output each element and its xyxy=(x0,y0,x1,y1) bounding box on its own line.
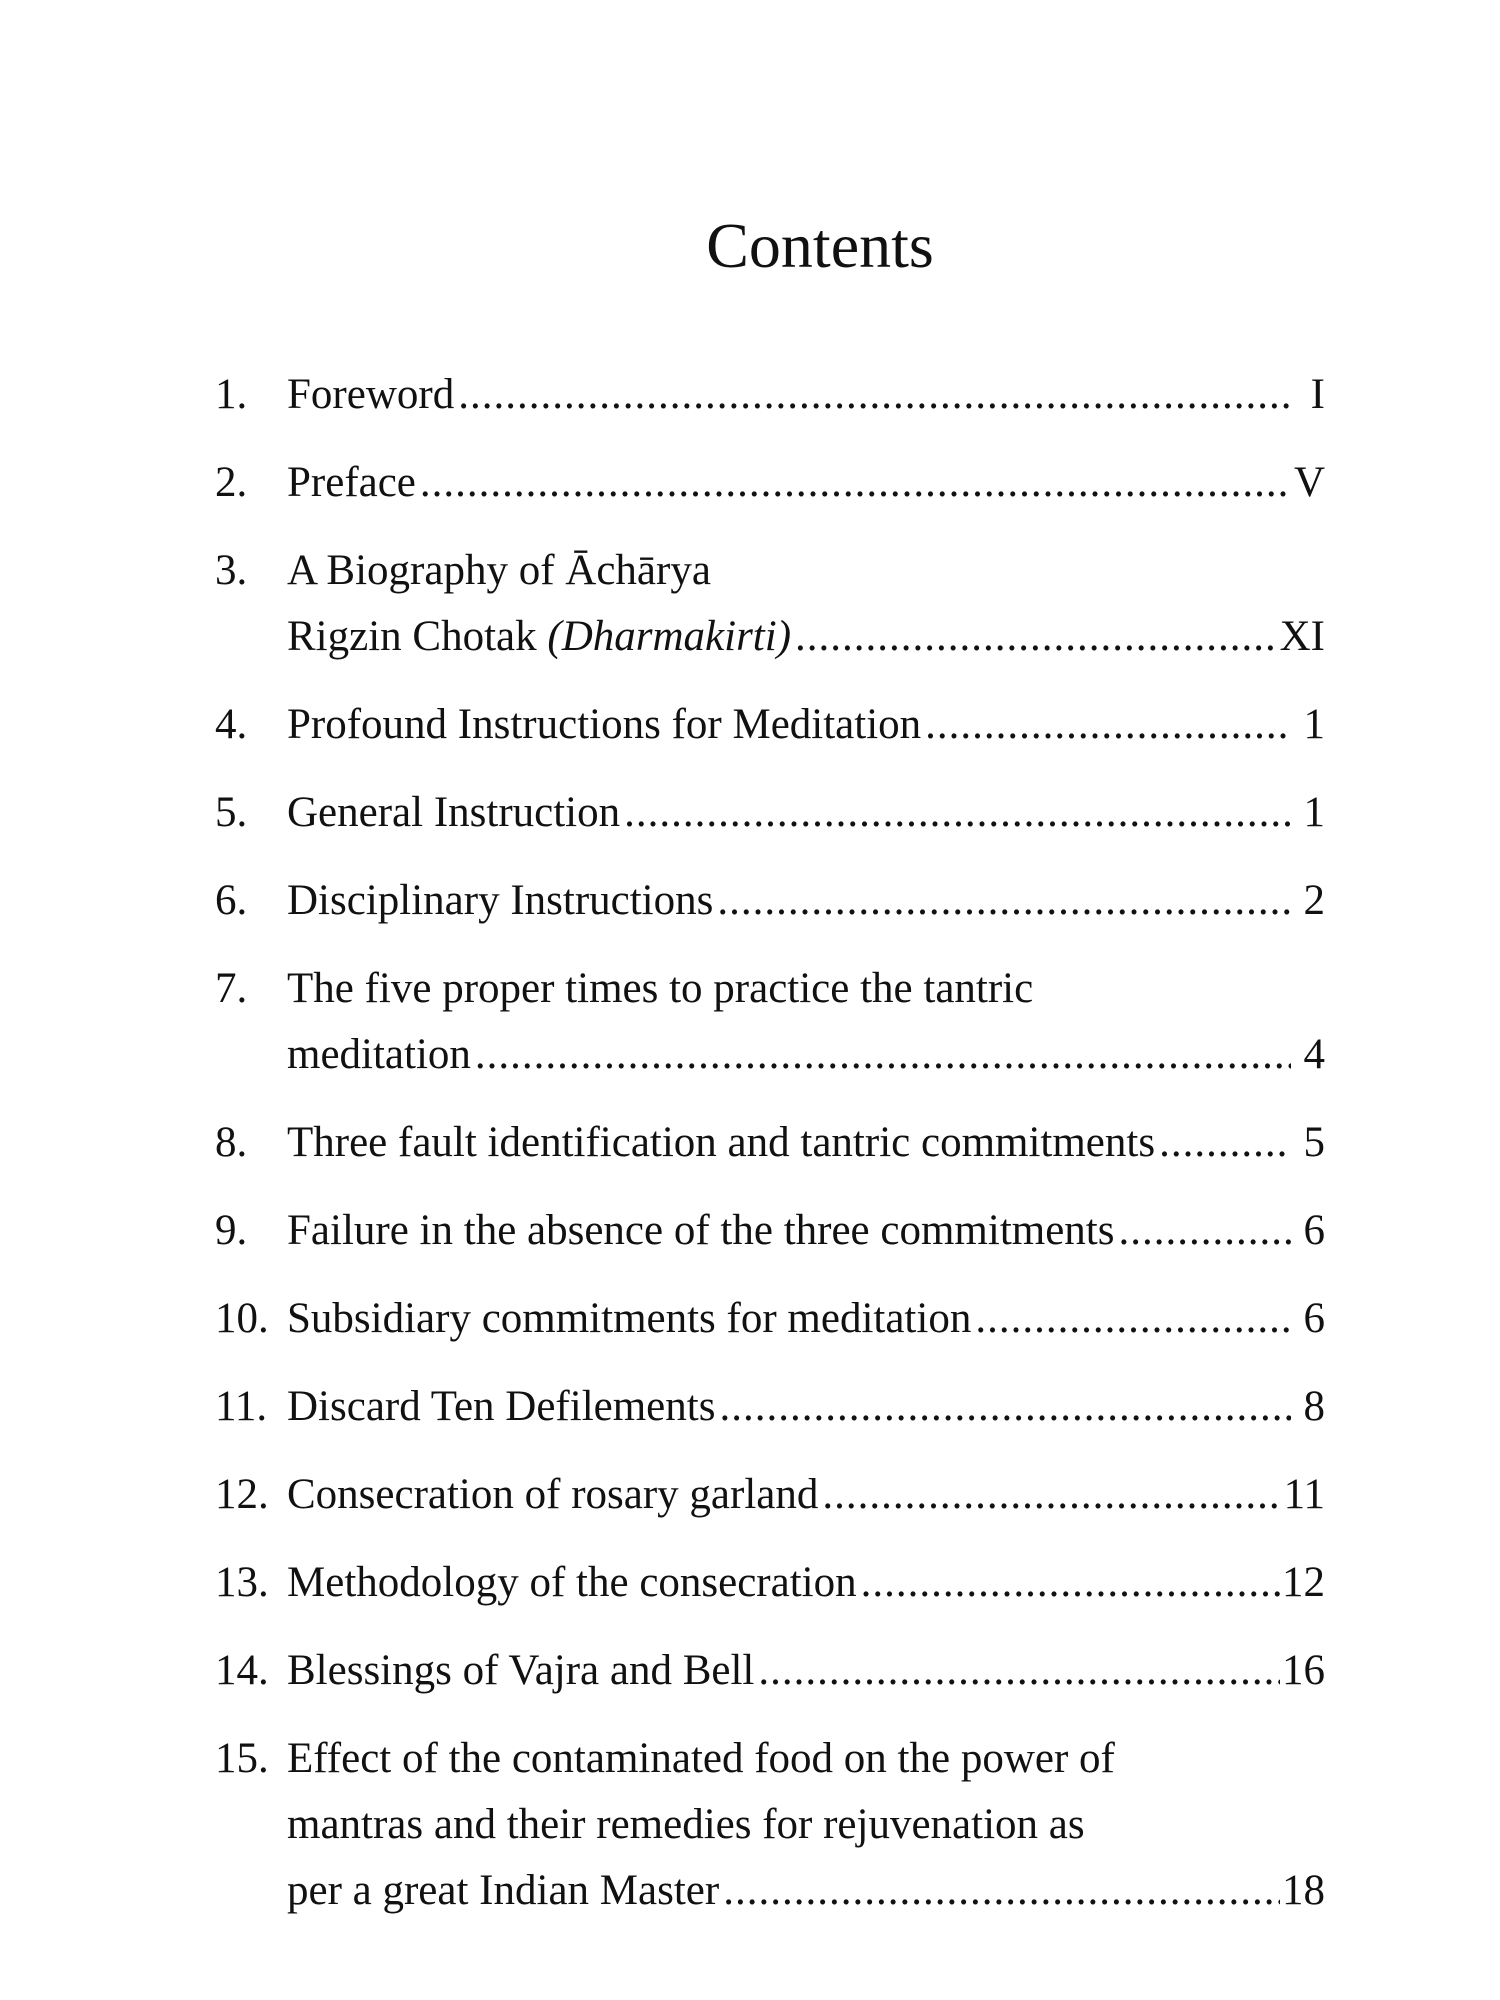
toc-entry-title-italic: (Dharmakirti) xyxy=(547,613,792,660)
toc-entry xyxy=(215,1374,1325,1440)
toc-entry-title-text: Profound Instructions for Meditation xyxy=(287,701,922,748)
toc-entry-page-number: 16 xyxy=(1282,1647,1325,1694)
dot-leader xyxy=(925,692,1291,758)
toc-entry-title-line: Effect of the contaminated food on the power of xyxy=(287,1735,1115,1782)
toc-entry-number: 7. xyxy=(215,965,248,1012)
toc-entry-title xyxy=(287,1374,715,1440)
page-title: Contents xyxy=(706,210,934,281)
toc-entry-number: 13. xyxy=(215,1559,269,1606)
toc-entry-number: 15. xyxy=(215,1735,269,1782)
toc-entry-page-number: 11 xyxy=(1283,1471,1325,1518)
toc-entry-title-text: Failure in the absence of the three commitments xyxy=(287,1207,1115,1254)
toc-entry-number: 1. xyxy=(215,371,248,418)
toc-entry-final-line xyxy=(287,780,1325,846)
toc-entry-title-text: Foreword xyxy=(287,371,455,418)
toc-entry xyxy=(215,1550,1325,1616)
toc-entry-final-line xyxy=(287,1374,1325,1440)
toc-entry-final-line xyxy=(287,1550,1325,1616)
toc-entry-number: 4. xyxy=(215,701,248,748)
toc-entry xyxy=(215,1462,1325,1528)
toc-entry-final-line xyxy=(287,868,1325,934)
toc-entry-final-line xyxy=(287,1022,1325,1088)
toc-entry xyxy=(215,780,1325,846)
toc-entry-title xyxy=(287,362,454,428)
toc-entry-final-line xyxy=(287,1462,1325,1528)
toc-entry-title xyxy=(287,868,713,934)
toc-entry xyxy=(215,1286,1325,1352)
toc-entry-page-number: XI xyxy=(1279,613,1325,660)
dot-leader xyxy=(723,1858,1280,1924)
toc-entry-title-text: Discard Ten Defilements xyxy=(287,1383,716,1430)
dot-leader xyxy=(861,1550,1280,1616)
toc-entry xyxy=(215,868,1325,934)
toc-entry-page-number: 4 xyxy=(1303,1031,1325,1078)
toc-entry-page-number: I xyxy=(1310,371,1325,418)
toc-entry xyxy=(215,1726,1325,1924)
toc-entry-final-line xyxy=(287,1858,1325,1924)
toc-entry xyxy=(215,1638,1325,1704)
toc-entry-final-line xyxy=(287,1638,1325,1704)
toc-entry-title-text: Subsidiary commitments for meditation xyxy=(287,1295,972,1342)
toc-entry-number: 8. xyxy=(215,1119,248,1166)
table-of-contents xyxy=(215,362,1325,1946)
toc-entry-title-text: Preface xyxy=(287,459,416,506)
dot-leader xyxy=(458,362,1291,428)
toc-entry-page-number: 6 xyxy=(1303,1295,1325,1342)
toc-entry-title-text: meditation xyxy=(287,1031,471,1078)
dot-leader xyxy=(475,1022,1291,1088)
dot-leader xyxy=(822,1462,1281,1528)
toc-entry-title xyxy=(287,1110,1155,1176)
toc-entry-title-text: Three fault identification and tantric commitments xyxy=(287,1119,1156,1166)
toc-entry-title xyxy=(287,692,921,758)
toc-entry xyxy=(215,1110,1325,1176)
toc-entry-number: 11. xyxy=(215,1383,268,1430)
toc-entry-title xyxy=(287,1198,1114,1264)
dot-leader xyxy=(1118,1198,1291,1264)
dot-leader xyxy=(1159,1110,1291,1176)
toc-entry-title-line: mantras and their remedies for rejuvenation as xyxy=(287,1801,1085,1848)
toc-entry-title xyxy=(287,1858,719,1924)
toc-entry xyxy=(215,692,1325,758)
dot-leader xyxy=(717,868,1291,934)
toc-entry-number: 2. xyxy=(215,459,248,506)
toc-entry-final-line xyxy=(287,362,1325,428)
toc-entry-title-text: Disciplinary Instructions xyxy=(287,877,714,924)
toc-entry-page-number: 12 xyxy=(1282,1559,1325,1606)
toc-entry-title xyxy=(287,1022,471,1088)
toc-entry-final-line xyxy=(287,692,1325,758)
toc-entry xyxy=(215,956,1325,1088)
toc-entry-final-line xyxy=(287,604,1325,670)
dot-leader xyxy=(758,1638,1280,1704)
toc-entry-title-line: The five proper times to practice the tantric xyxy=(287,965,1034,1012)
toc-entry-number: 3. xyxy=(215,547,248,594)
toc-entry-page-number: 5 xyxy=(1303,1119,1325,1166)
toc-entry-title-text: Blessings of Vajra and Bell xyxy=(287,1647,755,1694)
toc-entry xyxy=(215,362,1325,428)
dot-leader xyxy=(624,780,1291,846)
toc-entry-final-line xyxy=(287,1286,1325,1352)
toc-entry xyxy=(215,450,1325,516)
toc-entry-title-line: A Biography of Āchārya xyxy=(287,547,711,594)
toc-entry-title xyxy=(287,1550,857,1616)
toc-entry-final-line xyxy=(287,450,1325,516)
toc-entry-title-text: per a great Indian Master xyxy=(287,1867,720,1914)
toc-entry-title xyxy=(287,1638,754,1704)
toc-entry-title xyxy=(287,450,416,516)
toc-entry-title-text: Rigzin Chotak xyxy=(287,613,537,660)
toc-entry-page-number: 6 xyxy=(1303,1207,1325,1254)
toc-entry-number: 10. xyxy=(215,1295,269,1342)
toc-entry-final-line xyxy=(287,1198,1325,1264)
dot-leader xyxy=(975,1286,1291,1352)
toc-entry-title-text: General Instruction xyxy=(287,789,621,836)
toc-entry-final-line xyxy=(287,1110,1325,1176)
toc-entry-title-text: Consecration of rosary garland xyxy=(287,1471,819,1518)
toc-entry-number: 5. xyxy=(215,789,248,836)
toc-entry-number: 9. xyxy=(215,1207,248,1254)
toc-entry-title xyxy=(287,1286,971,1352)
toc-entry-page-number: 18 xyxy=(1282,1867,1325,1914)
toc-entry-number: 14. xyxy=(215,1647,269,1694)
toc-entry xyxy=(215,1198,1325,1264)
toc-entry-title xyxy=(287,1462,818,1528)
toc-entry-title xyxy=(287,780,620,846)
toc-entry-page-number: 8 xyxy=(1303,1383,1325,1430)
toc-entry-number: 12. xyxy=(215,1471,269,1518)
toc-entry-page-number: 1 xyxy=(1303,701,1325,748)
toc-entry xyxy=(215,538,1325,670)
toc-entry-title xyxy=(287,604,791,670)
toc-entry-number: 6. xyxy=(215,877,248,924)
dot-leader xyxy=(420,450,1291,516)
toc-entry-page-number: 1 xyxy=(1303,789,1325,836)
toc-entry-title-text: Methodology of the consecration xyxy=(287,1559,857,1606)
dot-leader xyxy=(795,604,1278,670)
dot-leader xyxy=(719,1374,1291,1440)
toc-entry-page-number: 2 xyxy=(1303,877,1325,924)
toc-entry-page-number: V xyxy=(1293,459,1325,506)
